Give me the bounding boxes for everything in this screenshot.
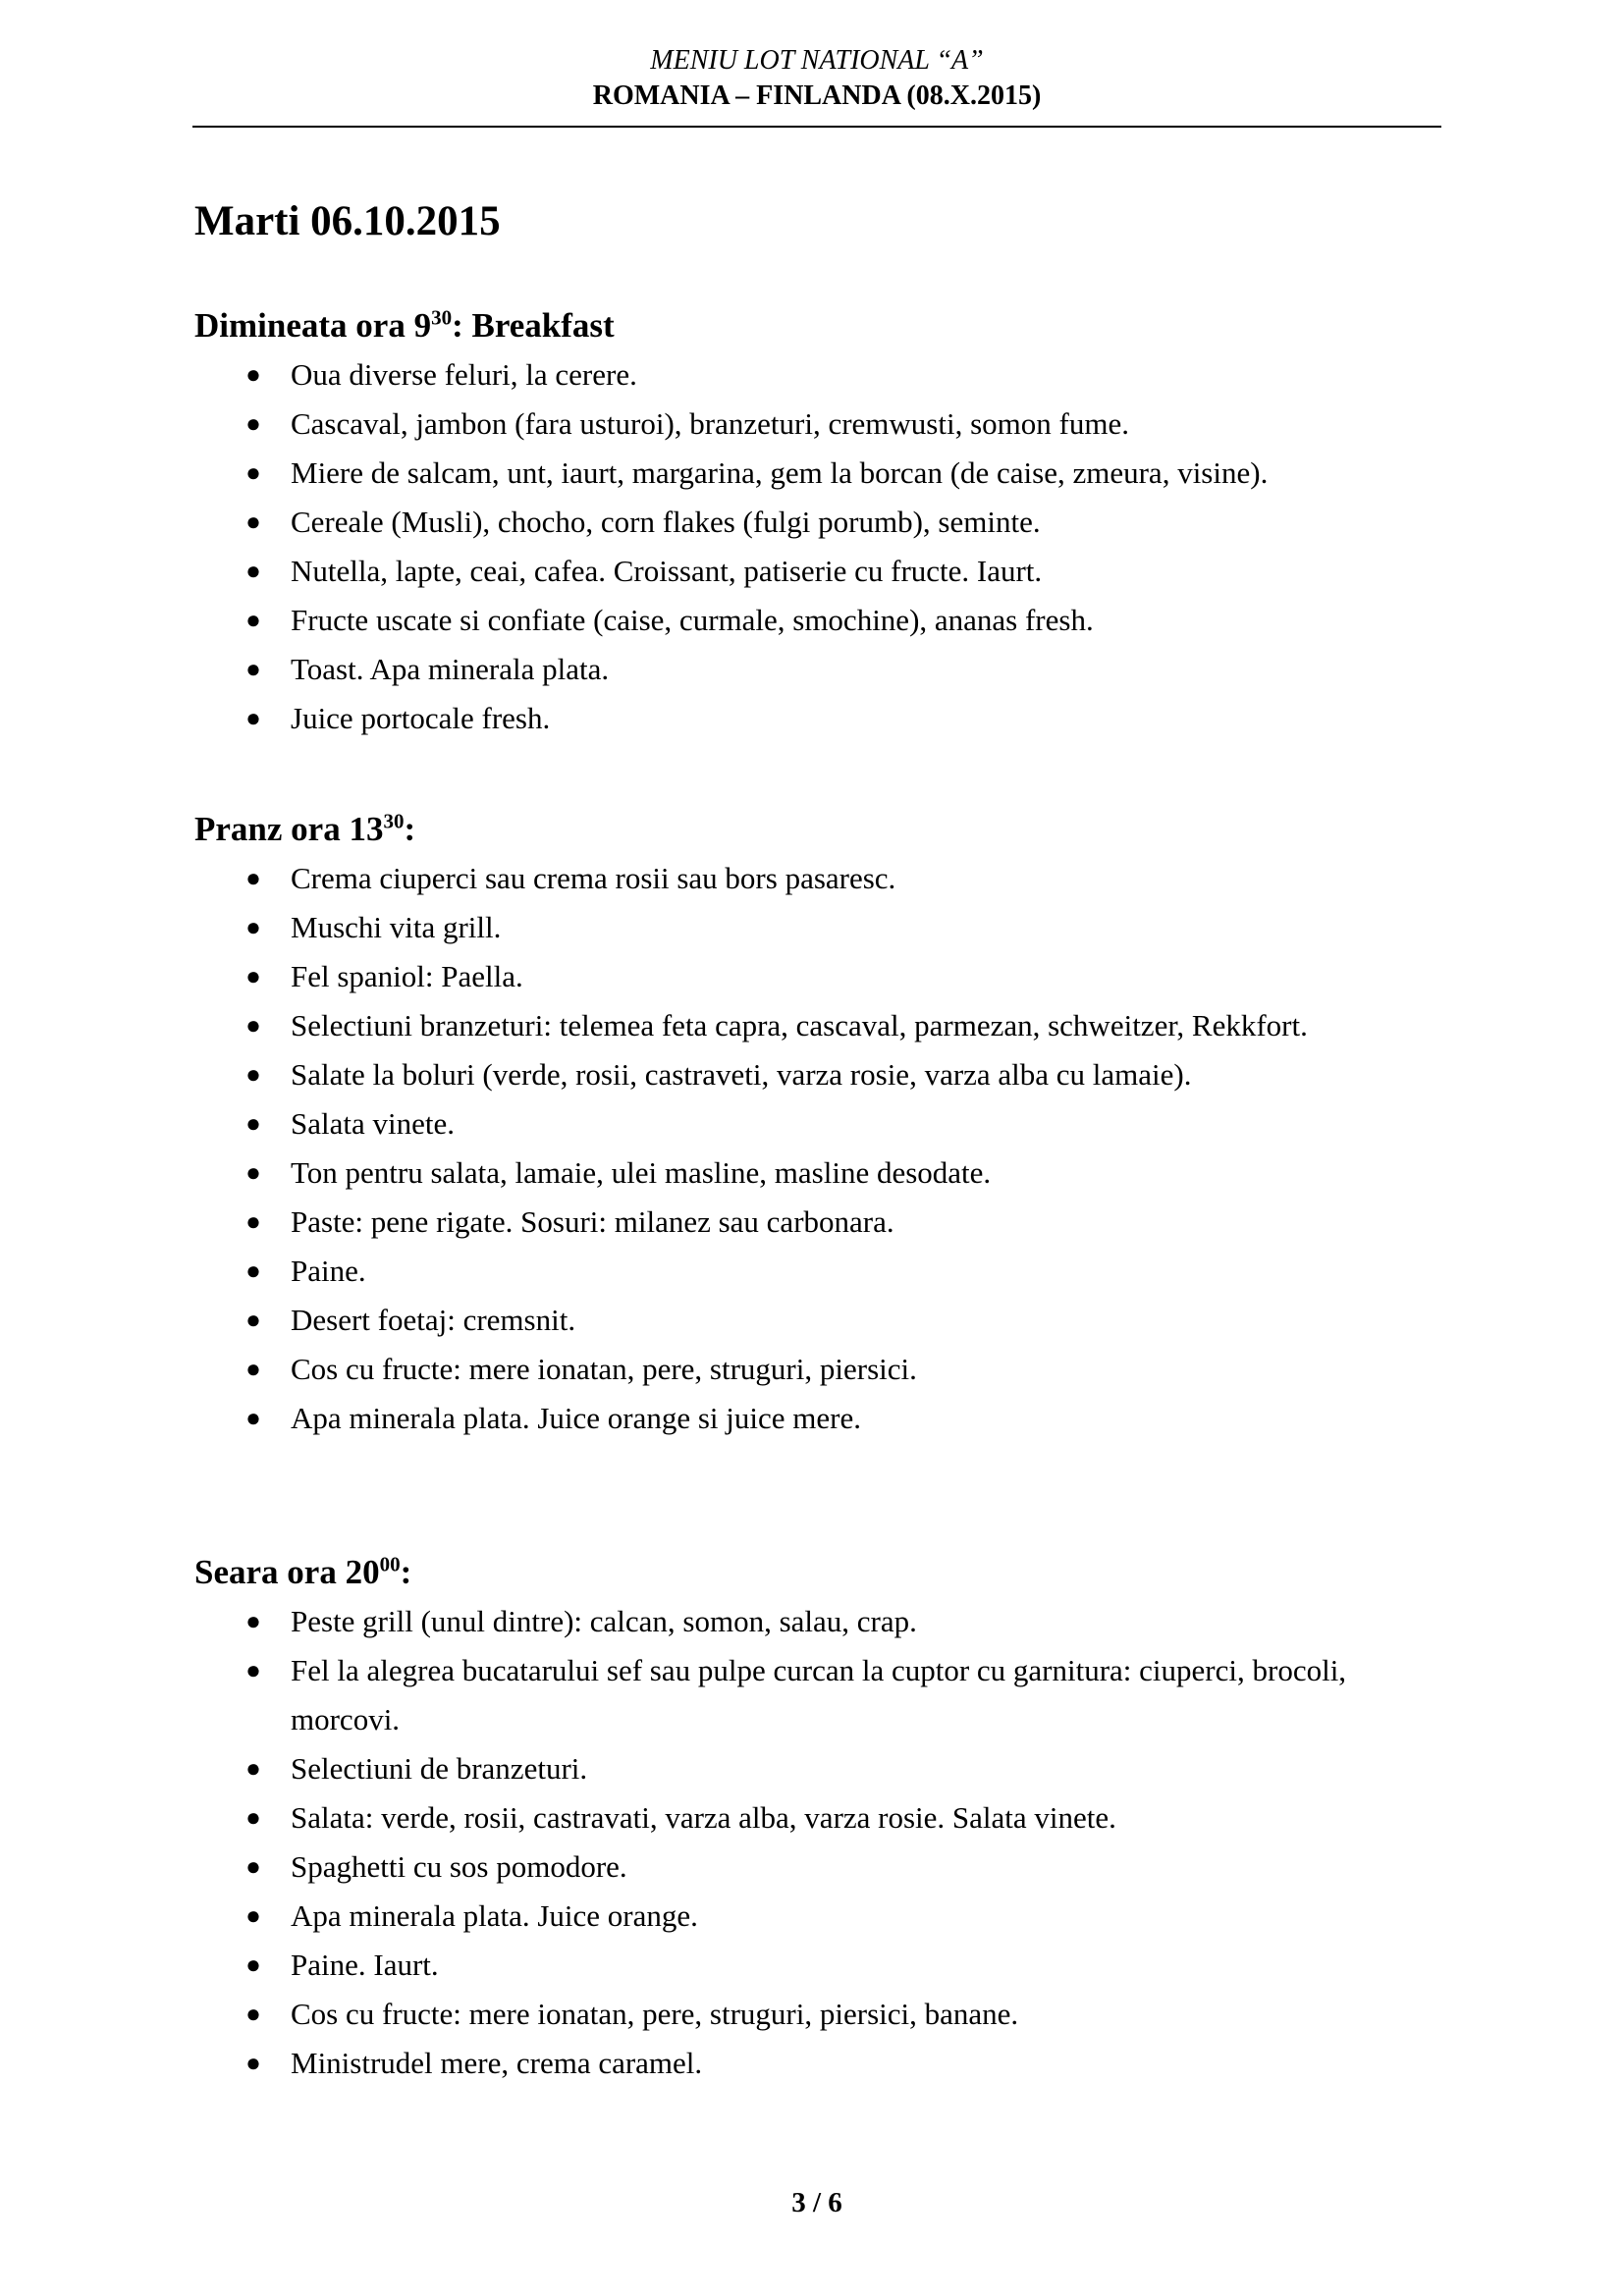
list-item-text: Cos cu fructe: mere ionatan, pere, struguri, piersici, banane. (291, 1997, 1019, 2031)
list-item (194, 1296, 1461, 1345)
dinner-list (194, 1597, 1461, 2088)
bullet-icon: ● (245, 1109, 261, 1138)
bullet-icon: ● (245, 1158, 261, 1187)
list-item (194, 1842, 1461, 1892)
lunch-section (194, 805, 1461, 1443)
breakfast-heading-sup: 30 (431, 305, 453, 330)
bullet-icon: ● (245, 360, 261, 389)
bullet-icon: ● (245, 1852, 261, 1881)
bullet-icon: ● (245, 913, 261, 941)
bullet-icon: ● (245, 1060, 261, 1089)
list-item (194, 1646, 1461, 1744)
list-item-text: Nutella, lapte, ceai, cafea. Croissant, patiserie cu fructe. Iaurt. (291, 554, 1043, 588)
list-item-text: Cos cu fructe: mere ionatan, pere, struguri, piersici. (291, 1352, 917, 1386)
list-item (194, 1198, 1461, 1247)
bullet-icon: ● (245, 962, 261, 990)
bullet-icon: ● (245, 1207, 261, 1236)
list-item (194, 1345, 1461, 1394)
list-item-text: Crema ciuperci sau crema rosii sau bors pasaresc. (291, 861, 896, 895)
list-item (194, 645, 1461, 694)
list-item-text: Paste: pene rigate. Sosuri: milanez sau carbonara. (291, 1204, 894, 1239)
bullet-icon: ● (245, 704, 261, 732)
dinner-heading-sup: 00 (379, 1552, 401, 1576)
list-item-text: Selectiuni de branzeturi. (291, 1751, 588, 1786)
bullet-icon: ● (245, 1656, 261, 1684)
list-item (194, 694, 1461, 743)
breakfast-section (194, 301, 1461, 743)
list-item-text: Salate la boluri (verde, rosii, castraveti, varza rosie, varza alba cu lamaie). (291, 1057, 1192, 1092)
list-item (194, 400, 1461, 449)
list-item (194, 1050, 1461, 1099)
breakfast-heading-prefix: Dimineata ora 9 (194, 306, 432, 345)
list-item (194, 1247, 1461, 1296)
bullet-icon: ● (245, 1011, 261, 1040)
page-header (192, 43, 1441, 114)
lunch-heading-suffix: : (404, 810, 416, 848)
bullet-icon: ● (245, 606, 261, 634)
page-number: 3 / 6 (791, 2187, 842, 2218)
bullet-icon: ● (245, 557, 261, 585)
list-item (194, 1099, 1461, 1148)
list-item-text: Salata: verde, rosii, castravati, varza alba, varza rosie. Salata vinete. (291, 1800, 1116, 1835)
list-item (194, 1394, 1461, 1443)
list-item-text: Selectiuni branzeturi: telemea feta capra, cascaval, parmezan, schweitzer, Rekkfort. (291, 1008, 1308, 1042)
bullet-icon: ● (245, 1306, 261, 1334)
list-item (194, 1001, 1461, 1050)
list-item-text: Cereale (Musli), chocho, corn flakes (fulgi porumb), seminte. (291, 505, 1041, 539)
bullet-icon: ● (245, 1754, 261, 1783)
header-subtitle: ROMANIA – FINLANDA (08.X.2015) (592, 80, 1042, 111)
list-item (194, 1148, 1461, 1198)
bullet-icon: ● (245, 1404, 261, 1432)
bullet-icon: ● (245, 1607, 261, 1635)
list-item (194, 547, 1461, 596)
dinner-heading (194, 1548, 1461, 1597)
list-item-text: Ton pentru salata, lamaie, ulei masline, masline desodate. (291, 1155, 992, 1190)
list-item (194, 1597, 1461, 1646)
list-item-text: Paine. Iaurt. (291, 1948, 439, 1982)
list-item-text: Toast. Apa minerala plata. (291, 652, 610, 686)
list-item (194, 1892, 1461, 1941)
list-item-text: Desert foetaj: cremsnit. (291, 1303, 576, 1337)
list-item (194, 1744, 1461, 1793)
list-item-text: Miere de salcam, unt, iaurt, margarina, gem la borcan (de caise, zmeura, visine). (291, 455, 1269, 490)
dinner-heading-suffix: : (400, 1553, 412, 1591)
dinner-heading-prefix: Seara ora 20 (194, 1553, 380, 1591)
bullet-icon: ● (245, 1355, 261, 1383)
list-item-text: Oua diverse feluri, la cerere. (291, 357, 637, 392)
list-item-text: Fructe uscate si confiate (caise, curmale, smochine), ananas fresh. (291, 603, 1094, 637)
list-item-text: Apa minerala plata. Juice orange si juice mere. (291, 1401, 861, 1435)
lunch-heading-sup: 30 (383, 809, 405, 833)
bullet-icon: ● (245, 1256, 261, 1285)
lunch-heading-prefix: Pranz ora 13 (194, 810, 384, 848)
list-item-text: Apa minerala plata. Juice orange. (291, 1898, 698, 1933)
day-title: Marti 06.10.2015 (194, 198, 501, 244)
list-item-text: Peste grill (unul dintre): calcan, somon, salau, crap. (291, 1604, 917, 1638)
list-item (194, 350, 1461, 400)
list-item-text: Ministrudel mere, crema caramel. (291, 2046, 703, 2080)
list-item (194, 952, 1461, 1001)
list-item-text: Cascaval, jambon (fara usturoi), branzeturi, cremwusti, somon fume. (291, 406, 1129, 441)
list-item (194, 903, 1461, 952)
bullet-icon: ● (245, 2000, 261, 2028)
header-title: MENIU LOT NATIONAL “A” (650, 45, 984, 76)
list-item (194, 1793, 1461, 1842)
lunch-list (194, 854, 1461, 1443)
list-item (194, 1941, 1461, 1990)
list-item-text: Juice portocale fresh. (291, 701, 551, 735)
bullet-icon: ● (245, 409, 261, 438)
list-item-text: Muschi vita grill. (291, 910, 502, 944)
breakfast-heading (194, 301, 1461, 350)
list-item-text: Spaghetti cu sos pomodore. (291, 1849, 627, 1884)
list-item (194, 498, 1461, 547)
breakfast-heading-suffix: : Breakfast (452, 306, 615, 345)
list-item (194, 1990, 1461, 2039)
bullet-icon: ● (245, 1803, 261, 1832)
list-item-text: Fel spaniol: Paella. (291, 959, 523, 993)
bullet-icon: ● (245, 507, 261, 536)
dinner-section (194, 1548, 1461, 2088)
bullet-icon: ● (245, 458, 261, 487)
bullet-icon: ● (245, 655, 261, 683)
header-divider (192, 126, 1441, 128)
lunch-heading (194, 805, 1461, 854)
list-item (194, 854, 1461, 903)
list-item-text: Fel la alegrea bucatarului sef sau pulpe curcan la cuptor cu garnitura: ciuperci, brocoli, morcovi. (291, 1653, 1347, 1736)
breakfast-list (194, 350, 1461, 743)
bullet-icon: ● (245, 1901, 261, 1930)
bullet-icon: ● (245, 864, 261, 892)
list-item-text: Paine. (291, 1254, 366, 1288)
list-item-text: Salata vinete. (291, 1106, 455, 1141)
list-item (194, 596, 1461, 645)
bullet-icon: ● (245, 2049, 261, 2077)
list-item (194, 2039, 1461, 2088)
list-item (194, 449, 1461, 498)
bullet-icon: ● (245, 1950, 261, 1979)
